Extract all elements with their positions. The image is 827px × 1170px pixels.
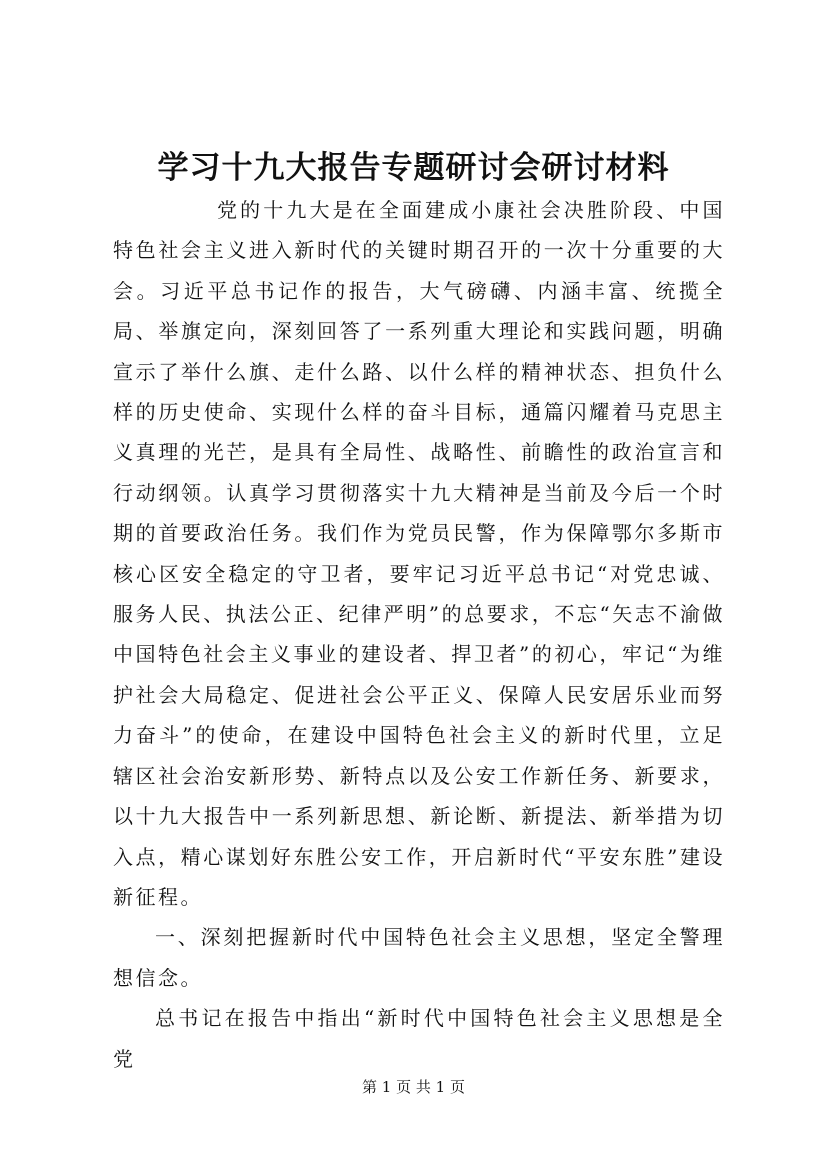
paragraph-section-1: 总书记在报告中指出“新时代中国特色社会主义思想是全党 [113, 1006, 725, 1071]
document-title: 学习十九大报告专题研讨会研讨材料 [157, 150, 670, 186]
section-heading-1: 一、深刻把握新时代中国特色社会主义思想，坚定全警理想信念。 [113, 925, 725, 990]
page-number-footer: 第 1 页 共 1 页 [362, 1078, 465, 1096]
paragraph-intro: 党的十九大是在全面建成小康社会决胜阶段、中国特色社会主义进入新时代的关键时期召开的一次十分重要的大会。习近平总书记作的报告，大气磅礴、内涵丰富、统揽全局、举旗定向，深刻回答了一系列重大理论和实践问题，明确宣示了举什么旗、走什么路、以什么样的精神状态、担负什么样的历史使命、实现什么样的奋斗目标，通篇闪耀着马克思主义真理的光芒，是具有全局性、战略性、前瞻性的政治宣言和行动纲领。认真学习贯彻落实十九大精神是当前及今后一个时期的首要政治任务。我们作为党员民警，作为保障鄂尔多斯市核心区安全稳定的守卫者，要牢记习近平总书记“对党忠诚、服务人民、执法公正、纪律严明”的总要求，不忘“矢志不渝做中国特色社会主义事业的建设者、捍卫者”的初心，牢记“为维护社会大局稳定、促进社会公平正义、保障人民安居乐业而努力奋斗”的使命，在建设中国特色社会主义的新时代里，立足辖区社会治安新形势、新特点以及公安工作新任务、新要求，以十九大报告中一系列新思想、新论断、新提法、新举措为切入点，精心谋划好东胜公安工作，开启新时代“平安东胜”建设新征程。 [113, 198, 725, 909]
document-body [113, 190, 725, 1079]
